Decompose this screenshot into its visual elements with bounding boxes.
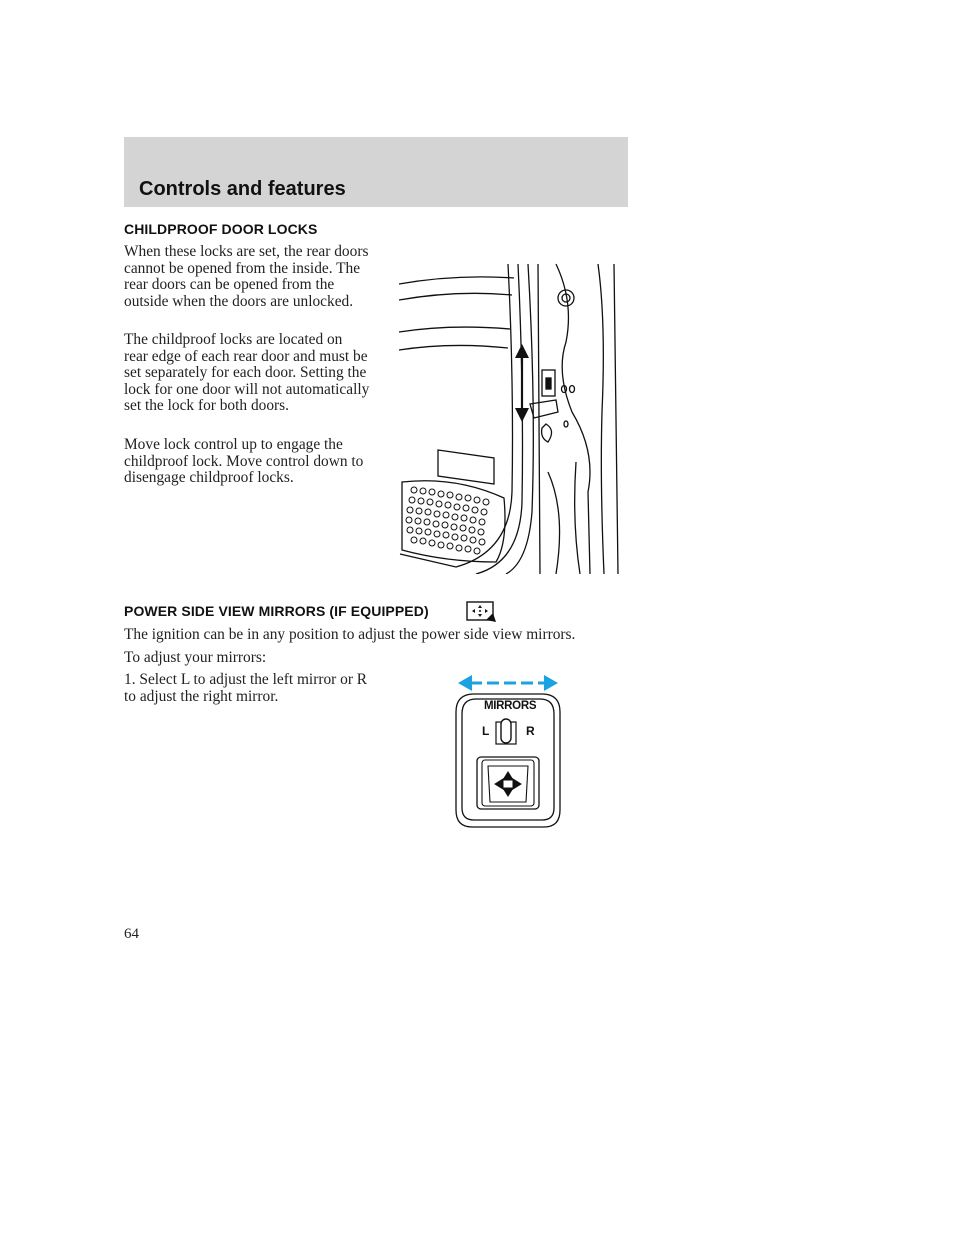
mirror-adjust-icon xyxy=(466,601,498,623)
childproof-paragraph-1: When these locks are set, the rear doors cannot be opened from the inside. The rear doors can be opened from the outside when the doors are unlocked. xyxy=(124,243,369,310)
mirrors-paragraph-2: To adjust your mirrors: xyxy=(124,649,267,666)
childproof-paragraph-3: Move lock control up to engage the childproof lock. Move control down to disengage childproof locks. xyxy=(124,436,364,487)
childproof-lock-diagram xyxy=(396,262,630,574)
childproof-paragraph-2: The childproof locks are located on rear edge of each rear door and must be set separately for each door. Setting the lock for one door will not automatically set the lock for both doors. xyxy=(124,331,370,415)
mirrors-step-1: 1. Select L to adjust the left mirror or R to adjust the right mirror. xyxy=(124,671,368,705)
mirrors-paragraph-1: The ignition can be in any position to adjust the power side view mirrors. xyxy=(124,626,576,643)
mirror-switch-label: MIRRORS xyxy=(484,700,537,712)
section-title: Controls and features xyxy=(139,178,346,200)
childproof-heading: CHILDPROOF DOOR LOCKS xyxy=(124,221,318,237)
section-header-band xyxy=(124,137,628,207)
mirrors-heading: POWER SIDE VIEW MIRRORS (IF EQUIPPED) xyxy=(124,603,429,619)
mirror-left-label: L xyxy=(482,724,490,738)
left-right-arrow-icon xyxy=(458,675,558,691)
page-number: 64 xyxy=(124,926,139,942)
mirror-right-label: R xyxy=(526,724,535,738)
mirror-switch-diagram xyxy=(452,672,564,830)
